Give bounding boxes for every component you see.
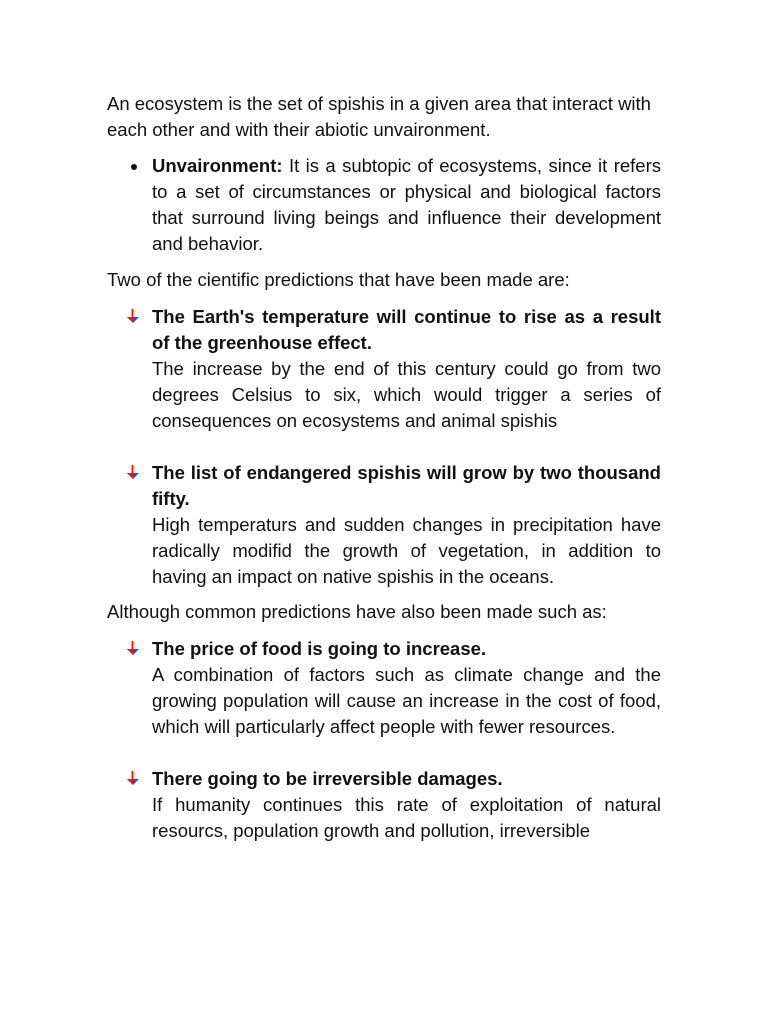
arrow-down-bullet-icon bbox=[127, 641, 139, 655]
arrow-down-bullet-icon bbox=[127, 309, 139, 323]
scientific-predictions-lead: Two of the cientific predictions that have been made are: bbox=[107, 269, 570, 290]
common-predictions-lead: Although common predictions have also been made such as: bbox=[107, 601, 607, 622]
prediction-heading: The price of food is going to increase. bbox=[152, 638, 487, 659]
prediction-item bbox=[152, 304, 661, 434]
prediction-body: High temperaturs and sudden changes in precipitation have radically modifid the growth of vegetation, in addition to having an impact on native spishis in the oceans. bbox=[152, 514, 661, 587]
arrow-down-bullet-icon bbox=[127, 465, 139, 479]
prediction-item bbox=[152, 460, 661, 590]
definition-text: It is a subtopic of ecosystems, since it refers to a set of circumstances or physical and biological factors that surround living beings and influence their development and behavior. bbox=[152, 155, 661, 254]
definition-term: Unvaironment: bbox=[152, 155, 283, 176]
round-bullet-icon bbox=[131, 164, 137, 170]
intro-paragraph: An ecosystem is the set of spishis in a given area that interact with each other and with their abiotic unvaironment. bbox=[107, 93, 651, 140]
prediction-heading: The list of endangered spishis will grow by two thousand fifty. bbox=[152, 462, 661, 509]
prediction-body: A combination of factors such as climate change and the growing population will cause an increase in the cost of food, which will particularly affect people with fewer resources. bbox=[152, 664, 661, 737]
document-page bbox=[107, 91, 661, 844]
arrow-down-bullet-icon bbox=[127, 771, 139, 785]
definition-bullet bbox=[152, 153, 661, 257]
prediction-body: The increase by the end of this century could go from two degrees Celsius to six, which would trigger a series of consequences on ecosystems and animal spishis bbox=[152, 358, 661, 431]
prediction-heading: There going to be irreversible damages. bbox=[152, 768, 503, 789]
prediction-item bbox=[152, 636, 661, 740]
prediction-heading: The Earth's temperature will continue to rise as a result of the greenhouse effect. bbox=[152, 306, 661, 353]
prediction-item bbox=[152, 766, 661, 844]
prediction-body: If humanity continues this rate of exploitation of natural resourcs, population growth and pollution, irreversible bbox=[152, 794, 661, 841]
